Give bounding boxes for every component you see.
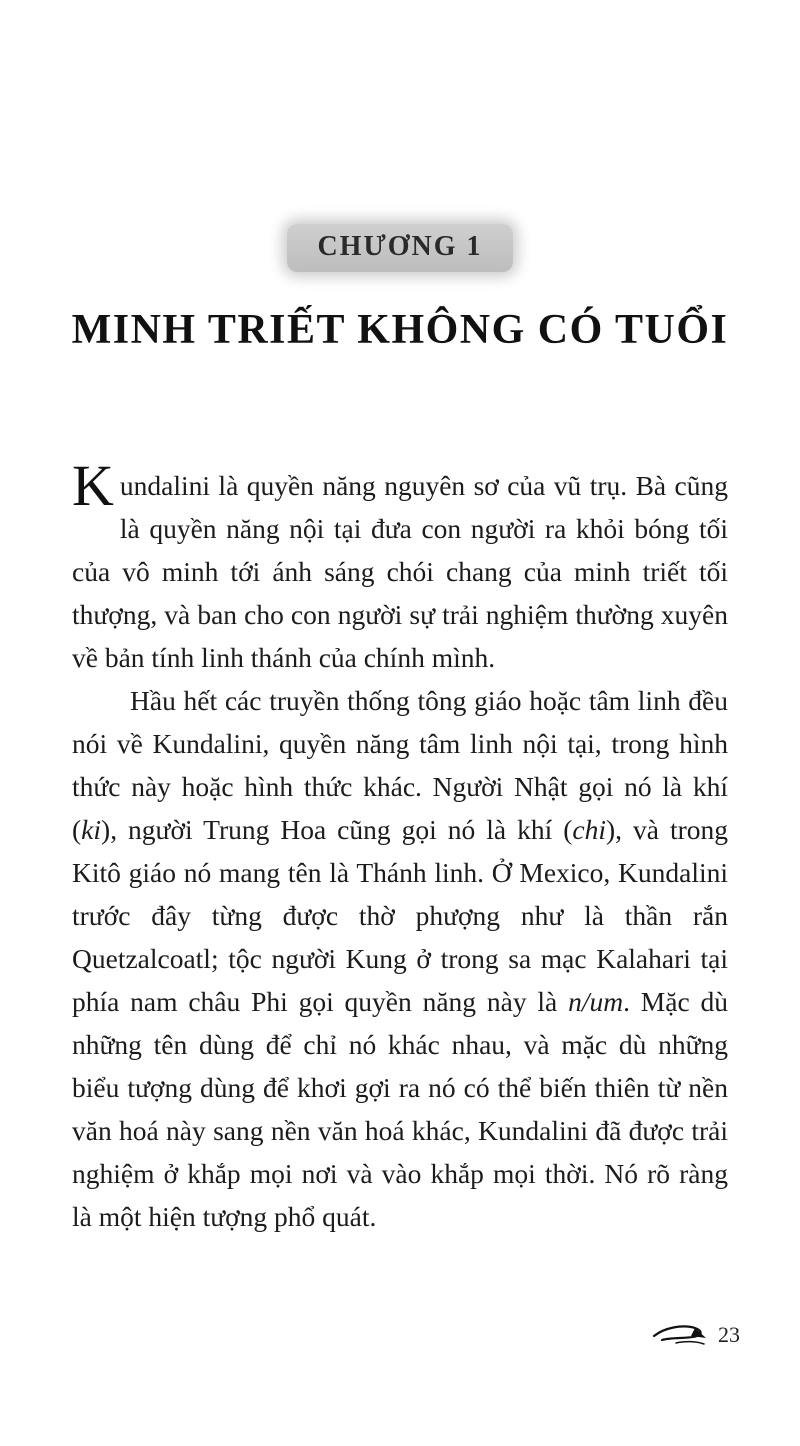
text-run: ), và trong Kitô giáo nó mang tên là Thánh linh. Ở Mexico, Kundalini trước đây từng được thờ phượng như là thần rắn Quetzalcoatl; tộc người Kung ở trong sa mạc Kalahari tại phía nam châu Phi gọi quyền năng này là	[72, 814, 729, 1017]
page-number: 23	[718, 1322, 740, 1347]
text-run: Hầu hết các truyền thống tông giáo hoặc tâm linh đều nói về Kundalini, quyền năng tâm linh nội tại, trong hình thức này hoặc hình thức khác. Người Nhật gọi nó là khí (	[72, 685, 728, 845]
text-run: undalini là quyền năng nguyên sơ của vũ trụ. Bà cũng là quyền năng nội tại đưa con người ra khỏi bóng tối của vô minh tới ánh sáng chói chang của minh triết tối thượng, và ban cho con người sự trải nghiệm thường xuyên về bản tính linh thánh của chính mình.	[72, 470, 728, 673]
chapter-badge	[287, 224, 512, 272]
page-footer	[652, 1322, 740, 1348]
chapter-title: MINH TRIẾT KHÔNG CÓ TUỔI	[71, 307, 729, 353]
drop-cap: K	[72, 453, 114, 518]
italic-run: ki	[81, 814, 102, 845]
text-run: . Mặc dù những tên dùng để chỉ nó khác nhau, và mặc dù những biểu tượng dùng để khơi gợi ra nó có thể biến thiên từ nền văn hoá này sang nền văn hoá khác, Kundalini đã được trải nghiệm ở khắp mọi nơi và vào khắp mọi thời. Nó rõ ràng là một hiện tượng phổ quát.	[72, 986, 728, 1232]
italic-run: n/um	[568, 986, 624, 1017]
text-run: ), người Trung Hoa cũng gọi nó là khí (	[101, 814, 573, 845]
italic-run: chi	[572, 814, 606, 845]
chapter-badge-label: CHƯƠNG 1	[317, 231, 483, 262]
pen-flourish-icon	[652, 1322, 710, 1348]
paragraph	[72, 453, 728, 679]
paragraph	[72, 679, 728, 1238]
body-text	[72, 453, 729, 1238]
